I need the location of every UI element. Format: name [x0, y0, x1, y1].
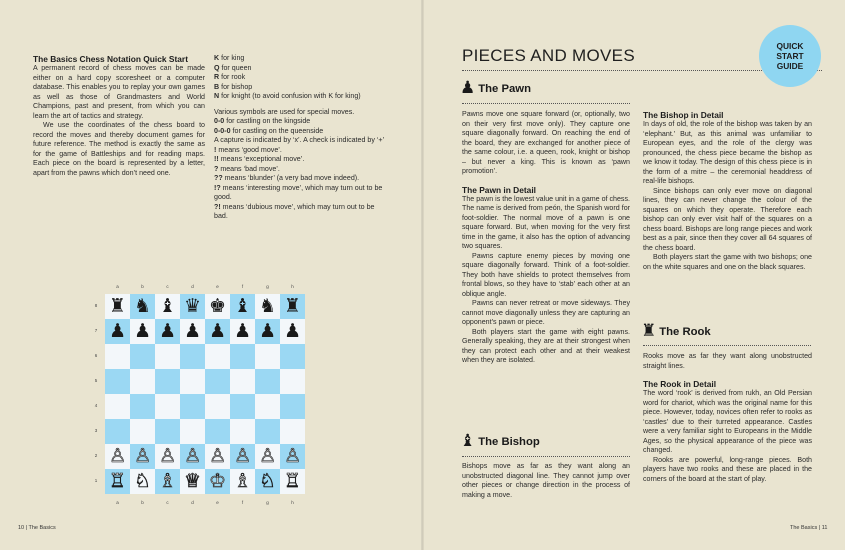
square-a5: [105, 369, 130, 394]
square-h3: [280, 419, 305, 444]
item-text: means ‘exceptional move’.: [218, 155, 305, 163]
square-g8: ♞: [255, 294, 280, 319]
rank-label-4: 4: [94, 403, 98, 408]
item-key: Q: [214, 63, 220, 72]
square-c7: ♟: [155, 319, 180, 344]
item-text: for rook: [219, 73, 246, 81]
pawn-detail-4: Both players start the game with eight pawns. Generally speaking, they are at their strongest when they can protect each other and at their weakest when they are isolated.: [462, 327, 630, 364]
pawn-icon: ♟: [460, 78, 476, 98]
file-label-a: a: [116, 500, 119, 505]
rook-section-header: [641, 323, 711, 340]
pawn-rule: [462, 103, 630, 104]
list-item: [214, 127, 386, 137]
list-item: [214, 146, 386, 156]
rook-detail-1: The word ‘rook’ is derived from rukh, an Old Persian word for chariot, which was the original name for this piece. However, today, novices often refer to rooks as ‘castles’ due to their turreted appearance. Castles were a very familiar sight to Europeans in the Middle Ages, so the physical appearance of the piece was changed.: [643, 389, 812, 454]
square-h1: ♖: [280, 469, 305, 494]
square-b6: [130, 344, 155, 369]
square-f8: ♝: [230, 294, 255, 319]
pawn-detail-1: The pawn is the lowest value unit in a game of chess. The name is derived from peón, the Spanish word for foot-soldier. The normal move of a pawn is one square forward. But, when moving for the very first time in the game, it also has the option of advancing two squares.: [462, 194, 630, 250]
pawn-section-header: [460, 80, 531, 97]
list-item: [214, 174, 386, 184]
pawn-detail-2: Pawns capture enemy pieces by moving one square diagonally forward. Think of a foot-soldier. They both have shields to protect themselves from frontal blows, so they have to ‘stab’ each other at an oblique angle.: [462, 251, 630, 298]
list-item: [214, 54, 386, 64]
square-e6: [205, 344, 230, 369]
file-label-c: c: [166, 500, 169, 505]
file-label-h: h: [291, 500, 294, 505]
rook-icon: ♜: [641, 321, 657, 341]
pawn-detail-heading: The Pawn in Detail: [462, 184, 536, 195]
square-c8: ♝: [155, 294, 180, 319]
item-key: N: [214, 92, 220, 100]
bishop-detail-2: Since bishops can only ever move on diagonal lines, they can never change the colour of the squares on which they operate. Therefore each bishop can only ever visit half of the squares on a chess board. Bishops are long range pieces and work best as a pair, since then they cover all 64 squares of the chess board.: [643, 186, 812, 252]
pawn-detail-3: Pawns can never retreat or move sideways. They cannot move diagonally unless they are capturing an opponent’s pawn or piece.: [462, 299, 630, 326]
bishop-icon: ♝: [460, 431, 476, 451]
list-item: [214, 203, 386, 222]
notation-paragraph-2: We use the coordinates of the chess board to record the moves and thereby document games for future reference. The method is exactly the same as for the game of Battleships and for reading maps. Each piece on the board is represented by a letter, apart from the pawns which don’t need one.: [33, 121, 205, 177]
square-b1: ♘: [130, 469, 155, 494]
square-e1: ♔: [205, 469, 230, 494]
list-item: [214, 117, 386, 127]
square-f5: [230, 369, 255, 394]
item-text: for castling on the kingside: [224, 117, 311, 125]
item-text: means ‘dubious move’, which may turn out to be bad.: [214, 202, 375, 220]
file-label-b: b: [141, 500, 144, 505]
file-label-g: g: [266, 284, 269, 289]
rook-detail-2: Rooks are powerful, long-range pieces. Both players have two rooks and these are placed in the corners of the board at the start of play.: [643, 455, 812, 483]
page-gutter: [421, 0, 424, 550]
rank-label-3: 3: [94, 428, 98, 433]
item-text: means ‘interesting move’, which may turn out to be good.: [214, 183, 383, 201]
square-a4: [105, 394, 130, 419]
square-e4: [205, 394, 230, 419]
bishop-detail-heading: The Bishop in Detail: [643, 110, 724, 120]
square-g4: [255, 394, 280, 419]
square-h4: [280, 394, 305, 419]
file-label-g: g: [266, 500, 269, 505]
square-f3: [230, 419, 255, 444]
item-text: A capture is indicated by ‘x’. A check is indicated by ‘+’: [214, 136, 385, 144]
file-label-d: d: [191, 284, 194, 289]
square-h6: [280, 344, 305, 369]
file-label-e: e: [216, 284, 219, 289]
list-item: [214, 73, 386, 83]
square-a7: ♟: [105, 319, 130, 344]
square-b8: ♞: [130, 294, 155, 319]
square-d3: [180, 419, 205, 444]
rank-label-7: 7: [94, 328, 98, 333]
square-h7: ♟: [280, 319, 305, 344]
chess-board: [105, 294, 305, 494]
pawn-intro: Pawns move one square forward (or, optionally, two on their very first move only). They capture one square diagonally forward. On reaching the end of the board, they are exchanged for another piece of the same colour, i.e. a queen, rook, knight or bishop – but never a king. This is known as ‘pawn promotion’.: [462, 110, 630, 175]
file-label-f: f: [241, 284, 244, 289]
bishop-heading: The Bishop: [478, 435, 540, 448]
square-d1: ♕: [180, 469, 205, 494]
item-key: ??: [214, 174, 223, 182]
square-f2: ♙: [230, 444, 255, 469]
square-e5: [205, 369, 230, 394]
notation-column: [33, 54, 205, 178]
square-c6: [155, 344, 180, 369]
item-text: means ‘bad move’.: [218, 164, 280, 173]
file-label-h: h: [291, 284, 294, 289]
square-f4: [230, 394, 255, 419]
rank-label-5: 5: [94, 378, 98, 383]
square-c1: ♗: [155, 469, 180, 494]
list-item: [214, 155, 386, 165]
rank-label-6: 6: [94, 353, 98, 358]
pawn-column: [462, 110, 630, 366]
square-a6: [105, 344, 130, 369]
square-e7: ♟: [205, 319, 230, 344]
page-title: PIECES AND MOVES: [462, 46, 635, 65]
square-d6: [180, 344, 205, 369]
rank-label-1: 1: [94, 478, 98, 483]
square-f7: ♟: [230, 319, 255, 344]
square-g5: [255, 369, 280, 394]
list-item: [214, 165, 386, 175]
item-key: !?: [214, 183, 221, 192]
list-item: [214, 83, 386, 93]
file-label-c: c: [166, 284, 169, 289]
pawn-heading: The Pawn: [478, 82, 531, 95]
item-text: for king: [219, 54, 245, 62]
square-g7: ♟: [255, 319, 280, 344]
rook-heading: The Rook: [659, 325, 711, 338]
item-key: 0-0: [214, 117, 225, 125]
square-c5: [155, 369, 180, 394]
item-key: ?!: [214, 202, 221, 211]
item-key: K: [214, 54, 220, 62]
bishop-rule: [462, 456, 630, 457]
list-item: [214, 92, 386, 102]
symbol-column: [214, 54, 386, 222]
item-text: means ‘blunder’ (a very bad move indeed).: [222, 174, 360, 182]
square-d4: [180, 394, 205, 419]
square-g6: [255, 344, 280, 369]
notation-paragraph-1: A permanent record of chess moves can be made either on a hard copy scoresheet or a computer database. This enables you to replay your own games as well as those of Grandmasters and World Champions, past and present, from which you can learn the art of tactics and strategy.: [33, 64, 205, 120]
rank-label-8: 8: [94, 303, 98, 308]
square-c4: [155, 394, 180, 419]
left-footer: 10 | The Basics: [18, 525, 56, 531]
square-d2: ♙: [180, 444, 205, 469]
bishop-intro: Bishops move as far as they want along an unobstructed diagonal line. They cannot jump over other pieces or change direction in the process of making a move.: [462, 462, 630, 499]
rook-detail-heading: The Rook in Detail: [643, 379, 717, 389]
bishop-detail-column: [643, 110, 812, 272]
square-a3: [105, 419, 130, 444]
badge-text: QUICK START GUIDE: [776, 41, 804, 71]
square-b2: ♙: [130, 444, 155, 469]
square-b5: [130, 369, 155, 394]
square-b4: [130, 394, 155, 419]
square-h8: ♜: [280, 294, 305, 319]
item-key: !: [214, 145, 217, 154]
item-key: ?: [214, 164, 219, 173]
file-label-e: e: [216, 500, 219, 505]
rook-column: [643, 352, 812, 484]
square-g1: ♘: [255, 469, 280, 494]
bishop-section-header: [460, 433, 540, 450]
square-f1: ♗: [230, 469, 255, 494]
list-item: [214, 136, 386, 146]
item-key: R: [214, 73, 220, 81]
symbol-list: [214, 117, 386, 222]
file-label-f: f: [241, 500, 244, 505]
square-b3: [130, 419, 155, 444]
square-g2: ♙: [255, 444, 280, 469]
list-item: [214, 184, 386, 203]
item-key: !!: [214, 155, 219, 163]
square-d5: [180, 369, 205, 394]
square-a2: ♙: [105, 444, 130, 469]
quick-start-guide-badge: [759, 25, 821, 87]
chess-board-diagram: [90, 282, 325, 510]
file-label-a: a: [116, 284, 119, 289]
square-h5: [280, 369, 305, 394]
notation-heading: The Basics Chess Notation Quick Start: [33, 54, 188, 64]
square-c3: [155, 419, 180, 444]
rook-intro: Rooks move as far they want along unobstructed straight lines.: [643, 352, 812, 370]
symbols-intro: Various symbols are used for special moves.: [214, 107, 355, 116]
item-text: for bishop: [219, 82, 253, 91]
bishop-intro-column: [462, 462, 630, 500]
square-c2: ♙: [155, 444, 180, 469]
list-item: [214, 64, 386, 74]
rank-label-2: 2: [94, 453, 98, 458]
file-label-b: b: [141, 284, 144, 289]
item-text: for knight (to avoid confusion with K for king): [219, 92, 361, 100]
square-e3: [205, 419, 230, 444]
square-g3: [255, 419, 280, 444]
file-label-d: d: [191, 500, 194, 505]
item-key: 0-0-0: [214, 126, 231, 135]
bishop-detail-1: In days of old, the role of the bishop was taken by an ‘elephant.’ But, as this animal was unfamiliar to European eyes, and the role of the clergy was pronounced, the chess piece became the bishop as we know it today. The design of this chess piece is in the form of a mitre – the ceremonial headdress of real-life bishops.: [643, 120, 812, 185]
item-key: B: [214, 82, 220, 91]
piece-letter-list: [214, 54, 386, 102]
bishop-detail-3: Both players start the game with two bishops; one on the white squares and one on the black squares.: [643, 253, 812, 271]
square-b7: ♟: [130, 319, 155, 344]
item-text: for castling on the queenside: [230, 126, 324, 135]
item-text: means ‘good move’.: [216, 145, 282, 154]
square-f6: [230, 344, 255, 369]
square-e2: ♙: [205, 444, 230, 469]
square-e8: ♚: [205, 294, 230, 319]
right-footer: The Basics | 11: [790, 525, 828, 531]
square-a1: ♖: [105, 469, 130, 494]
square-d8: ♛: [180, 294, 205, 319]
rook-rule: [643, 345, 811, 346]
square-d7: ♟: [180, 319, 205, 344]
square-a8: ♜: [105, 294, 130, 319]
square-h2: ♙: [280, 444, 305, 469]
item-text: for queen: [219, 63, 252, 72]
